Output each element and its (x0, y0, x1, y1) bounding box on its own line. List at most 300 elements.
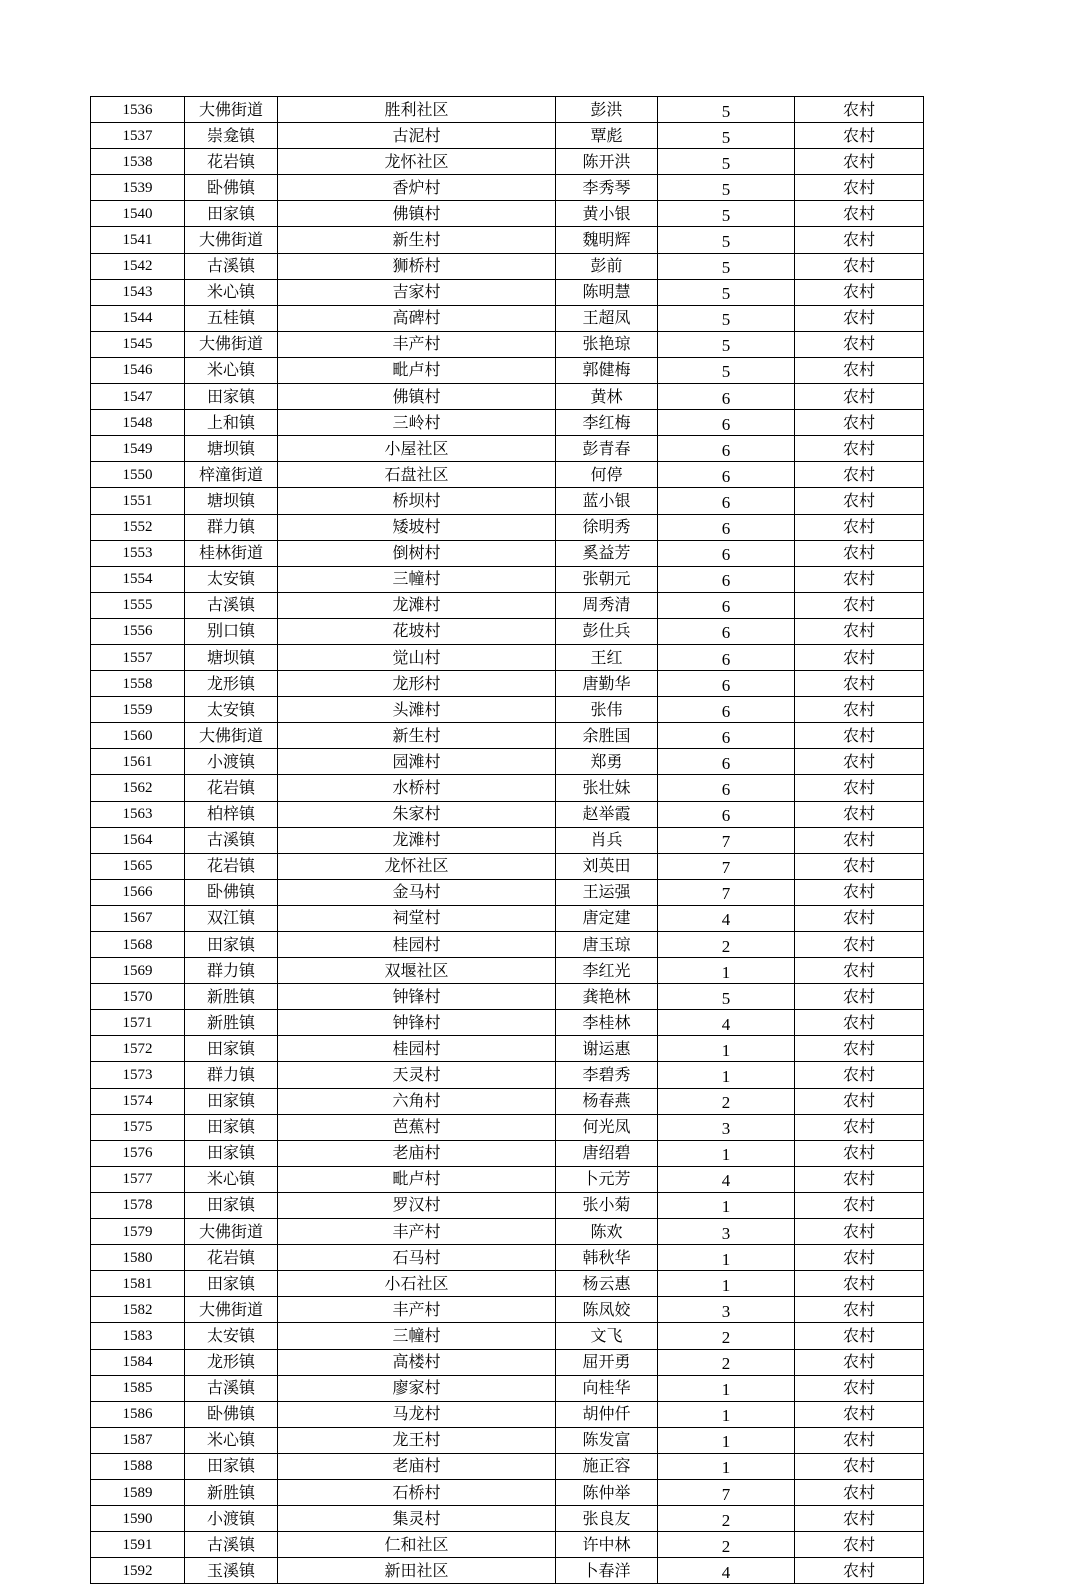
village-cell: 龙滩村 (278, 827, 556, 853)
village-cell: 狮桥村 (278, 253, 556, 279)
count-cell: 6 (658, 749, 795, 775)
table-row (91, 905, 924, 931)
table-row (91, 1271, 924, 1297)
count-cell: 6 (658, 723, 795, 749)
name-cell: 陈开洪 (556, 149, 658, 175)
village-cell: 香炉村 (278, 175, 556, 201)
table-row (91, 1192, 924, 1218)
village-cell: 丰产村 (278, 1219, 556, 1245)
table-row (91, 175, 924, 201)
town-cell: 田家镇 (185, 1192, 278, 1218)
row-number: 1581 (91, 1271, 185, 1297)
count-cell: 5 (658, 331, 795, 357)
type-cell: 农村 (795, 1219, 924, 1245)
count-cell: 5 (658, 149, 795, 175)
name-cell: 许中林 (556, 1532, 658, 1558)
name-cell: 唐绍碧 (556, 1140, 658, 1166)
village-cell: 老庙村 (278, 1453, 556, 1479)
row-number: 1591 (91, 1532, 185, 1558)
town-cell: 群力镇 (185, 958, 278, 984)
row-number: 1588 (91, 1453, 185, 1479)
type-cell: 农村 (795, 1401, 924, 1427)
count-cell: 1 (658, 1453, 795, 1479)
row-number: 1547 (91, 384, 185, 410)
type-cell: 农村 (795, 827, 924, 853)
table-row (91, 723, 924, 749)
name-cell: 张壮妹 (556, 775, 658, 801)
count-cell: 1 (658, 1036, 795, 1062)
village-cell: 吉家村 (278, 279, 556, 305)
table-row (91, 644, 924, 670)
village-cell: 祠堂村 (278, 905, 556, 931)
row-number: 1562 (91, 775, 185, 801)
row-number: 1550 (91, 462, 185, 488)
table-row (91, 984, 924, 1010)
name-cell: 陈欢 (556, 1219, 658, 1245)
table-row (91, 697, 924, 723)
town-cell: 古溪镇 (185, 1375, 278, 1401)
name-cell: 唐勤华 (556, 671, 658, 697)
table-row (91, 1245, 924, 1271)
type-cell: 农村 (795, 1427, 924, 1453)
count-cell: 6 (658, 410, 795, 436)
town-cell: 大佛街道 (185, 1297, 278, 1323)
table-row (91, 1532, 924, 1558)
village-cell: 石马村 (278, 1245, 556, 1271)
table-row (91, 410, 924, 436)
name-cell: 肖兵 (556, 827, 658, 853)
type-cell: 农村 (795, 149, 924, 175)
row-number: 1573 (91, 1062, 185, 1088)
name-cell: 王超凤 (556, 305, 658, 331)
count-cell: 5 (658, 357, 795, 383)
name-cell: 陈发富 (556, 1427, 658, 1453)
village-cell: 罗汉村 (278, 1192, 556, 1218)
row-number: 1568 (91, 932, 185, 958)
town-cell: 双江镇 (185, 905, 278, 931)
table-row (91, 1088, 924, 1114)
town-cell: 新胜镇 (185, 984, 278, 1010)
row-number: 1575 (91, 1114, 185, 1140)
row-number: 1589 (91, 1479, 185, 1505)
village-cell: 头滩村 (278, 697, 556, 723)
village-cell: 古泥村 (278, 123, 556, 149)
town-cell: 古溪镇 (185, 253, 278, 279)
name-cell: 徐明秀 (556, 514, 658, 540)
count-cell: 5 (658, 279, 795, 305)
type-cell: 农村 (795, 305, 924, 331)
row-number: 1553 (91, 540, 185, 566)
table-row (91, 1479, 924, 1505)
count-cell: 7 (658, 879, 795, 905)
town-cell: 玉溪镇 (185, 1558, 278, 1584)
town-cell: 群力镇 (185, 1062, 278, 1088)
row-number: 1576 (91, 1140, 185, 1166)
name-cell: 杨云惠 (556, 1271, 658, 1297)
row-number: 1554 (91, 566, 185, 592)
village-cell: 芭蕉村 (278, 1114, 556, 1140)
name-cell: 李红光 (556, 958, 658, 984)
village-cell: 三幢村 (278, 1323, 556, 1349)
type-cell: 农村 (795, 749, 924, 775)
town-cell: 米心镇 (185, 1166, 278, 1192)
village-cell: 小石社区 (278, 1271, 556, 1297)
table-row (91, 253, 924, 279)
town-cell: 田家镇 (185, 1088, 278, 1114)
table-row (91, 97, 924, 123)
town-cell: 群力镇 (185, 514, 278, 540)
type-cell: 农村 (795, 331, 924, 357)
name-cell: 彭青春 (556, 436, 658, 462)
town-cell: 太安镇 (185, 697, 278, 723)
name-cell: 赵举霞 (556, 801, 658, 827)
count-cell: 3 (658, 1114, 795, 1140)
type-cell: 农村 (795, 932, 924, 958)
table-row (91, 227, 924, 253)
row-number: 1583 (91, 1323, 185, 1349)
type-cell: 农村 (795, 488, 924, 514)
count-cell: 6 (658, 644, 795, 670)
row-number: 1557 (91, 644, 185, 670)
row-number: 1561 (91, 749, 185, 775)
count-cell: 4 (658, 905, 795, 931)
row-number: 1544 (91, 305, 185, 331)
village-cell: 觉山村 (278, 644, 556, 670)
row-number: 1542 (91, 253, 185, 279)
name-cell: 王红 (556, 644, 658, 670)
count-cell: 6 (658, 618, 795, 644)
count-cell: 6 (658, 592, 795, 618)
table-row (91, 488, 924, 514)
name-cell: 彭洪 (556, 97, 658, 123)
type-cell: 农村 (795, 723, 924, 749)
table-row (91, 1558, 924, 1584)
row-number: 1539 (91, 175, 185, 201)
name-cell: 李红梅 (556, 410, 658, 436)
type-cell: 农村 (795, 1271, 924, 1297)
name-cell: 陈仲举 (556, 1479, 658, 1505)
row-number: 1564 (91, 827, 185, 853)
name-cell: 文飞 (556, 1323, 658, 1349)
type-cell: 农村 (795, 357, 924, 383)
town-cell: 小渡镇 (185, 749, 278, 775)
row-number: 1566 (91, 879, 185, 905)
town-cell: 太安镇 (185, 566, 278, 592)
village-cell: 丰产村 (278, 1297, 556, 1323)
name-cell: 黄林 (556, 384, 658, 410)
village-cell: 石盘社区 (278, 462, 556, 488)
type-cell: 农村 (795, 436, 924, 462)
type-cell: 农村 (795, 410, 924, 436)
village-cell: 园滩村 (278, 749, 556, 775)
type-cell: 农村 (795, 201, 924, 227)
name-cell: 卜元芳 (556, 1166, 658, 1192)
type-cell: 农村 (795, 1245, 924, 1271)
town-cell: 桂林街道 (185, 540, 278, 566)
name-cell: 张伟 (556, 697, 658, 723)
town-cell: 田家镇 (185, 201, 278, 227)
row-number: 1551 (91, 488, 185, 514)
name-cell: 屈开勇 (556, 1349, 658, 1375)
village-cell: 丰产村 (278, 331, 556, 357)
village-cell: 桂园村 (278, 1036, 556, 1062)
town-cell: 大佛街道 (185, 723, 278, 749)
town-cell: 小渡镇 (185, 1506, 278, 1532)
row-number: 1574 (91, 1088, 185, 1114)
records-table-body (91, 97, 924, 1584)
table-row (91, 331, 924, 357)
town-cell: 古溪镇 (185, 1532, 278, 1558)
village-cell: 小屋社区 (278, 436, 556, 462)
row-number: 1571 (91, 1010, 185, 1036)
row-number: 1537 (91, 123, 185, 149)
type-cell: 农村 (795, 1323, 924, 1349)
village-cell: 水桥村 (278, 775, 556, 801)
row-number: 1585 (91, 1375, 185, 1401)
count-cell: 5 (658, 253, 795, 279)
type-cell: 农村 (795, 1036, 924, 1062)
count-cell: 1 (658, 1245, 795, 1271)
row-number: 1572 (91, 1036, 185, 1062)
count-cell: 5 (658, 97, 795, 123)
name-cell: 向桂华 (556, 1375, 658, 1401)
town-cell: 花岩镇 (185, 1245, 278, 1271)
name-cell: 陈明慧 (556, 279, 658, 305)
count-cell: 1 (658, 958, 795, 984)
village-cell: 倒树村 (278, 540, 556, 566)
count-cell: 4 (658, 1166, 795, 1192)
table-row (91, 566, 924, 592)
row-number: 1546 (91, 357, 185, 383)
row-number: 1555 (91, 592, 185, 618)
count-cell: 5 (658, 227, 795, 253)
type-cell: 农村 (795, 1140, 924, 1166)
type-cell: 农村 (795, 879, 924, 905)
village-cell: 龙王村 (278, 1427, 556, 1453)
name-cell: 覃彪 (556, 123, 658, 149)
name-cell: 李桂林 (556, 1010, 658, 1036)
name-cell: 卜春洋 (556, 1558, 658, 1584)
village-cell: 胜利社区 (278, 97, 556, 123)
town-cell: 新胜镇 (185, 1479, 278, 1505)
town-cell: 五桂镇 (185, 305, 278, 331)
name-cell: 李秀琴 (556, 175, 658, 201)
count-cell: 6 (658, 462, 795, 488)
name-cell: 蓝小银 (556, 488, 658, 514)
count-cell: 6 (658, 540, 795, 566)
name-cell: 龚艳林 (556, 984, 658, 1010)
type-cell: 农村 (795, 279, 924, 305)
name-cell: 唐玉琼 (556, 932, 658, 958)
table-row (91, 1427, 924, 1453)
type-cell: 农村 (795, 462, 924, 488)
type-cell: 农村 (795, 592, 924, 618)
type-cell: 农村 (795, 644, 924, 670)
town-cell: 新胜镇 (185, 1010, 278, 1036)
name-cell: 彭仕兵 (556, 618, 658, 644)
town-cell: 柏梓镇 (185, 801, 278, 827)
village-cell: 朱家村 (278, 801, 556, 827)
row-number: 1587 (91, 1427, 185, 1453)
name-cell: 魏明辉 (556, 227, 658, 253)
table-row (91, 1062, 924, 1088)
town-cell: 田家镇 (185, 1140, 278, 1166)
count-cell: 2 (658, 1088, 795, 1114)
records-table (90, 96, 924, 1584)
count-cell: 6 (658, 566, 795, 592)
town-cell: 花岩镇 (185, 149, 278, 175)
type-cell: 农村 (795, 540, 924, 566)
count-cell: 6 (658, 384, 795, 410)
table-row (91, 775, 924, 801)
table-row (91, 1453, 924, 1479)
type-cell: 农村 (795, 227, 924, 253)
table-row (91, 1010, 924, 1036)
table-row (91, 879, 924, 905)
name-cell: 杨春燕 (556, 1088, 658, 1114)
count-cell: 3 (658, 1297, 795, 1323)
count-cell: 6 (658, 488, 795, 514)
row-number: 1558 (91, 671, 185, 697)
village-cell: 金马村 (278, 879, 556, 905)
name-cell: 胡仲仟 (556, 1401, 658, 1427)
village-cell: 马龙村 (278, 1401, 556, 1427)
row-number: 1560 (91, 723, 185, 749)
town-cell: 卧佛镇 (185, 1401, 278, 1427)
name-cell: 彭前 (556, 253, 658, 279)
village-cell: 龙形村 (278, 671, 556, 697)
village-cell: 集灵村 (278, 1506, 556, 1532)
count-cell: 1 (658, 1427, 795, 1453)
row-number: 1582 (91, 1297, 185, 1323)
name-cell: 张良友 (556, 1506, 658, 1532)
type-cell: 农村 (795, 1532, 924, 1558)
town-cell: 花岩镇 (185, 775, 278, 801)
type-cell: 农村 (795, 1114, 924, 1140)
town-cell: 太安镇 (185, 1323, 278, 1349)
type-cell: 农村 (795, 671, 924, 697)
village-cell: 桂园村 (278, 932, 556, 958)
count-cell: 1 (658, 1192, 795, 1218)
table-row (91, 827, 924, 853)
count-cell: 2 (658, 932, 795, 958)
name-cell: 余胜国 (556, 723, 658, 749)
village-cell: 龙怀社区 (278, 853, 556, 879)
name-cell: 施正容 (556, 1453, 658, 1479)
village-cell: 佛镇村 (278, 201, 556, 227)
table-row (91, 1323, 924, 1349)
village-cell: 仁和社区 (278, 1532, 556, 1558)
table-row (91, 514, 924, 540)
table-row (91, 618, 924, 644)
type-cell: 农村 (795, 1349, 924, 1375)
table-row (91, 1114, 924, 1140)
name-cell: 黄小银 (556, 201, 658, 227)
row-number: 1552 (91, 514, 185, 540)
town-cell: 大佛街道 (185, 227, 278, 253)
count-cell: 4 (658, 1010, 795, 1036)
village-cell: 老庙村 (278, 1140, 556, 1166)
row-number: 1578 (91, 1192, 185, 1218)
town-cell: 古溪镇 (185, 592, 278, 618)
name-cell: 韩秋华 (556, 1245, 658, 1271)
town-cell: 大佛街道 (185, 331, 278, 357)
table-row (91, 1219, 924, 1245)
table-row (91, 384, 924, 410)
village-cell: 钟锋村 (278, 1010, 556, 1036)
row-number: 1541 (91, 227, 185, 253)
row-number: 1549 (91, 436, 185, 462)
name-cell: 周秀清 (556, 592, 658, 618)
count-cell: 2 (658, 1506, 795, 1532)
row-number: 1577 (91, 1166, 185, 1192)
village-cell: 双堰社区 (278, 958, 556, 984)
village-cell: 毗卢村 (278, 357, 556, 383)
table-row (91, 305, 924, 331)
row-number: 1565 (91, 853, 185, 879)
type-cell: 农村 (795, 384, 924, 410)
village-cell: 龙滩村 (278, 592, 556, 618)
village-cell: 矮坡村 (278, 514, 556, 540)
count-cell: 7 (658, 827, 795, 853)
table-row (91, 749, 924, 775)
village-cell: 三岭村 (278, 410, 556, 436)
table-row (91, 1036, 924, 1062)
table-row (91, 201, 924, 227)
type-cell: 农村 (795, 1375, 924, 1401)
name-cell: 唐定建 (556, 905, 658, 931)
name-cell: 郑勇 (556, 749, 658, 775)
village-cell: 新生村 (278, 723, 556, 749)
type-cell: 农村 (795, 618, 924, 644)
table-row (91, 149, 924, 175)
type-cell: 农村 (795, 1297, 924, 1323)
town-cell: 大佛街道 (185, 97, 278, 123)
count-cell: 2 (658, 1323, 795, 1349)
row-number: 1556 (91, 618, 185, 644)
row-number: 1569 (91, 958, 185, 984)
type-cell: 农村 (795, 1558, 924, 1584)
table-row (91, 1375, 924, 1401)
name-cell: 刘英田 (556, 853, 658, 879)
table-row (91, 279, 924, 305)
type-cell: 农村 (795, 775, 924, 801)
town-cell: 崇龛镇 (185, 123, 278, 149)
table-row (91, 357, 924, 383)
town-cell: 大佛街道 (185, 1219, 278, 1245)
town-cell: 田家镇 (185, 1114, 278, 1140)
name-cell: 张艳琼 (556, 331, 658, 357)
name-cell: 张小菊 (556, 1192, 658, 1218)
count-cell: 1 (658, 1140, 795, 1166)
count-cell: 2 (658, 1349, 795, 1375)
name-cell: 奚益芳 (556, 540, 658, 566)
table-row (91, 123, 924, 149)
town-cell: 上和镇 (185, 410, 278, 436)
village-cell: 高楼村 (278, 1349, 556, 1375)
count-cell: 5 (658, 984, 795, 1010)
row-number: 1563 (91, 801, 185, 827)
table-row (91, 932, 924, 958)
name-cell: 陈凤姣 (556, 1297, 658, 1323)
table-row (91, 1140, 924, 1166)
type-cell: 农村 (795, 253, 924, 279)
type-cell: 农村 (795, 853, 924, 879)
town-cell: 龙形镇 (185, 1349, 278, 1375)
row-number: 1540 (91, 201, 185, 227)
count-cell: 5 (658, 175, 795, 201)
count-cell: 5 (658, 123, 795, 149)
